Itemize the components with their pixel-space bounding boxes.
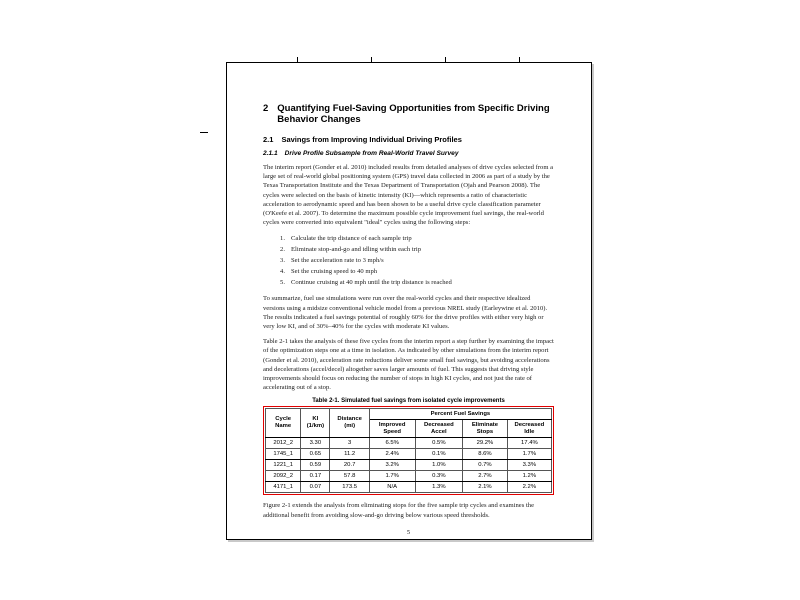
paragraph-simulation-results: To summarize, fuel use simulations were run over the real-world cycles and their respective idealized versions using a midsize conventional vehicle model from a previous NREL study (Earleywine et al. 2010). The results indicated a fuel savings potential of roughly 60% for the drive profiles with either very high or very low KI, and of 30%–40% for the cycles with moderate KI values. xyxy=(263,295,548,331)
list-item-text: Set the cruising speed to 40 mph xyxy=(291,268,378,276)
table-cell: 6.5% xyxy=(369,438,415,449)
fuel-savings-table-body xyxy=(266,438,552,493)
table-cell: 1.3% xyxy=(415,482,463,493)
list-item-text: Calculate the trip distance of each sample trip xyxy=(291,235,412,243)
table-cell: 4171_1 xyxy=(266,482,301,493)
ideal-cycle-steps-list xyxy=(277,233,554,288)
table-cell: 2.1% xyxy=(463,482,508,493)
table-cell: 2.4% xyxy=(369,449,415,460)
table-column-header: KI (1/km) xyxy=(301,409,330,438)
table-cell: 3.2% xyxy=(369,460,415,471)
table-cell: 8.6% xyxy=(463,449,508,460)
paragraph-table-discussion: Table 2-1 takes the analysis of these five cycles from the interim report a step further by examining the impact of the optimization steps one at a time in isolation. As indicated by other simulations from the interim report (Gonder et al. 2010), acceleration rate reductions deliver some small fuel savings, but avoiding accelerations and decelerations (accel/decel) altogether saves larger amounts of fuel. This suggests that driving style improvements should focus on reducing the number of stops in high KI cycles, and not just the rate of accelerating out of a stop. xyxy=(263,338,554,392)
table-cell: 17.4% xyxy=(507,438,551,449)
list-item-number: 1. xyxy=(280,235,285,243)
subsection-title: Savings from Improving Individual Driving Profiles xyxy=(281,135,462,144)
table-cell: 2.7% xyxy=(463,471,508,482)
document-page xyxy=(226,62,592,540)
table-row xyxy=(266,460,552,471)
subsubsection-number: 2.1.1 xyxy=(263,150,278,157)
table-cell: 1221_1 xyxy=(266,460,301,471)
table-subcolumn-header: Eliminate Stops xyxy=(463,420,508,438)
subsubsection-title: Drive Profile Subsample from Real-World Travel Survey xyxy=(284,150,459,157)
crop-mark-left xyxy=(200,132,208,133)
section-heading xyxy=(263,103,554,125)
fuel-savings-table xyxy=(265,408,552,493)
list-item-text: Continue cruising at 40 mph until the trip distance is reached xyxy=(291,279,452,287)
list-item-number: 2. xyxy=(280,246,285,254)
table-cell: 11.2 xyxy=(330,449,369,460)
table-cell: 0.59 xyxy=(301,460,330,471)
list-item-text: Eliminate stop-and-go and idling within each trip xyxy=(291,246,422,254)
table-annotation-box xyxy=(263,406,554,495)
table-row xyxy=(266,449,552,460)
list-item xyxy=(277,277,554,288)
paragraph-intro: The interim report (Gonder et al. 2010) included results from detailed analyses of drive cycles selected from a large set of real-world global positioning system (GPS) travel data collected in 2006 as part of a study by the Texas Transportation Institute and the Texas Department of Transportation (Ojah and Pearson 2008). The cycles were selected on the basis of kinetic intensity (KI)—which represents a ratio of characteristic acceleration to aerodynamic speed and has been shown to be a useful drive cycle classification parameter (O'Keefe et al. 2007). To determine the maximum possible cycle improvement fuel savings, the real-world cycles were converted into equivalent "ideal" cycles using the following steps: xyxy=(263,164,554,227)
section-number: 2 xyxy=(263,103,269,114)
table-cell: 173.5 xyxy=(330,482,369,493)
table-group-header: Percent Fuel Savings xyxy=(369,409,551,420)
list-item-number: 3. xyxy=(280,257,285,265)
table-cell: 1.2% xyxy=(507,471,551,482)
table-cell: 2012_2 xyxy=(266,438,301,449)
table-row xyxy=(266,471,552,482)
subsection-heading xyxy=(263,135,554,144)
table-row xyxy=(266,482,552,493)
table-cell: 0.17 xyxy=(301,471,330,482)
table-cell: 29.2% xyxy=(463,438,508,449)
table-cell: 2.2% xyxy=(507,482,551,493)
table-cell: 1.7% xyxy=(507,449,551,460)
table-cell: N/A xyxy=(369,482,415,493)
table-cell: 3 xyxy=(330,438,369,449)
table-cell: 1.0% xyxy=(415,460,463,471)
table-row xyxy=(266,438,552,449)
table-subcolumn-header: Improved Speed xyxy=(369,420,415,438)
table-cell: 0.5% xyxy=(415,438,463,449)
table-cell: 20.7 xyxy=(330,460,369,471)
table-cell: 57.8 xyxy=(330,471,369,482)
table-cell: 0.7% xyxy=(463,460,508,471)
list-item xyxy=(277,233,554,244)
table-subcolumn-header: Decreased Accel xyxy=(415,420,463,438)
table-cell: 0.07 xyxy=(301,482,330,493)
table-subcolumn-header: Decreased Idle xyxy=(507,420,551,438)
list-item-text: Set the acceleration rate to 3 mph/s xyxy=(291,257,384,265)
table-cell: 0.1% xyxy=(415,449,463,460)
list-item-number: 5. xyxy=(280,279,285,287)
paragraph-figure-reference: Figure 2-1 extends the analysis from eliminating stops for the five sample trip cycles and examines the additional benefit from avoiding slow-and-go driving below various speed thresholds. xyxy=(263,502,535,519)
table-column-header: Distance (mi) xyxy=(330,409,369,438)
list-item xyxy=(277,255,554,266)
fuel-savings-table-header xyxy=(266,409,552,438)
subsubsection-heading xyxy=(263,150,554,157)
table-cell: 3.30 xyxy=(301,438,330,449)
list-item xyxy=(277,266,554,277)
list-item-number: 4. xyxy=(280,268,285,276)
table-column-header: Cycle Name xyxy=(266,409,301,438)
table-cell: 2092_2 xyxy=(266,471,301,482)
table-caption: Table 2-1. Simulated fuel savings from isolated cycle improvements xyxy=(312,398,505,405)
list-item xyxy=(277,244,554,255)
table-cell: 0.65 xyxy=(301,449,330,460)
subsection-number: 2.1 xyxy=(263,135,274,144)
table-cell: 1.7% xyxy=(369,471,415,482)
section-title: Quantifying Fuel-Saving Opportunities from Specific Driving Behavior Changes xyxy=(277,103,550,125)
page-number: 5 xyxy=(406,528,411,536)
table-cell: 1745_1 xyxy=(266,449,301,460)
table-cell: 3.3% xyxy=(507,460,551,471)
table-cell: 0.3% xyxy=(415,471,463,482)
